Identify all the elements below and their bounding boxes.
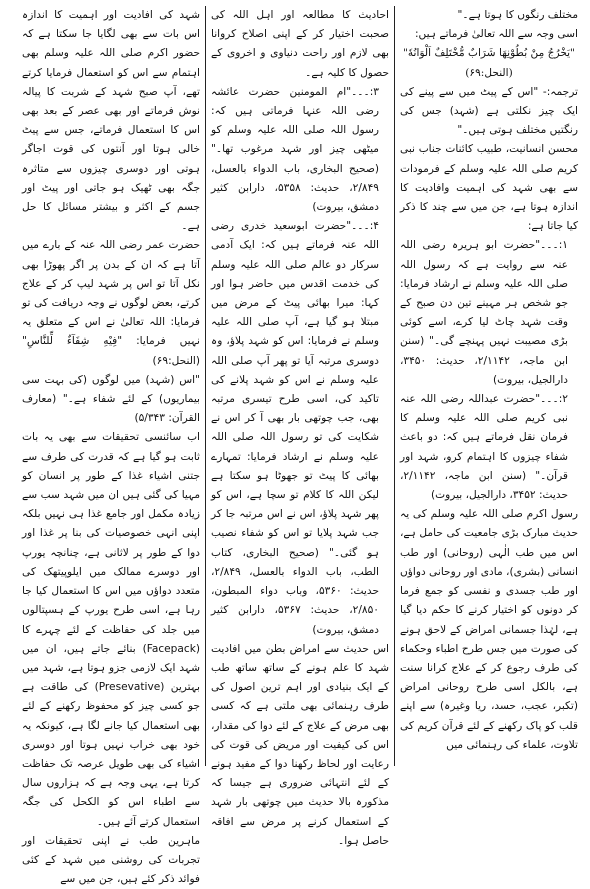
column-divider	[205, 6, 206, 766]
column-left	[18, 6, 204, 886]
paragraph: اسی وجہ سے اللہ تعالیٰ فرماتے ہیں:	[414, 28, 578, 41]
column-divider	[394, 6, 395, 766]
hadith-4: ۴:۔۔۔"حضرت ابوسعید خدری رضی اللہ عنہ فرماتے ہیں کہ: ایک آدمی سرکار دو عالم صلی اللہ علیہ وسلم کی خدمت اقدس میں حاضر ہوا اور کہا: میرا بھائی پیٹ کے مرض میں مبتلا ہو گیا ہے، آپ صلی اللہ علیہ وسلم نے فرمایا: اس کو شہد پلاؤ، وہ دوسری مرتبہ آیا تو پھر آپ صلی اللہ علیہ وسلم نے اس کو شہد پلانے کی تاکید کی، اسی طرح تیسری مرتبہ بھی، جب چوتھی بار بھی آ کر اس نے شکایت کی تو رسول اللہ صلی اللہ علیہ وسلم نے ارشاد فرمایا: تمہارے بھائی کا پیٹ تو جھوٹا ہو سکتا ہے لیکن اللہ کا کلام تو سچا ہے، اس کو پھر شہد پلاؤ، اس نے اس مرتبہ جا کر جب شہد پلایا تو اس کو شفاء نصیب ہو گئی۔" (صحیح البخاری، کتاب الطب، باب الدواء بالعسل، ۲/۸۴۹، حدیث: ۵۳۶۰، وباب دواء المبطون، ۲/۸۵۰، حدیث: ۵۳۶۷، دارابن کثیر دمشق، بیروت)	[211, 220, 379, 636]
paragraph: شہد کی افادیت اور اہمیت کا اندازہ اس بات سے بھی لگایا جا سکتا ہے کہ حضور اکرم صلی اللہ علیہ وسلم بھی اہتمام سے اس کو استعمال فرمایا کرتے تھے، آپ صبح شہد کے شربت کا پیالہ نوش فرماتے اور بھی عصر کے بعد بھی اس کا استعمال فرماتے، جس سے پیٹ خالی ہوتا اور آنتوں کی قوت اجاگر ہوتی اور دوسری چیزوں سے متاثرہ جگہ بھی ٹھیک ہو جاتی اور پیٹ اور جسم کے اکثر و بیشتر مسائل کا حل ہے۔	[22, 9, 200, 233]
column-middle	[207, 6, 393, 847]
paragraph: محسن انسانیت، طبیب کائنات جناب نبی کریم صلی اللہ علیہ وسلم کے فرمودات سے بھی شہد کی اہمیت وافادیت کا اندازہ ہوتا ہے، جن میں سے چند کا ذکر کیا جاتا ہے:	[400, 143, 578, 233]
translation: ترجمہ:- "اس کے پیٹ میں سے پینے کی ایک چیز نکلتی ہے (شہد) جس کی رنگتیں مختلف ہوتی ہیں۔"	[400, 85, 578, 137]
paragraph: اب سائنسی تحقیقات سے بھی یہ بات ثابت ہو گیا ہے کہ قدرت کی طرف سے جتنی اشیاء غذا کے طور پر انسان کو مہیا کی گئی ہیں ان میں شہد سب سے زیادہ مکمل اور جامع غذا ہی نہیں بلکہ اپنی انہی خصوصیات کی بنا پر غذا اور دوا کے طور پر لاثانی ہے، چنانچہ یورپ اور دوسرے ممالک میں ایلوپیتھک کی متعدد دواؤں میں اس کا استعمال کیا جا رہا ہے، اسی طرح یورپ کے ہسپتالوں میں جلد کی حفاظت کے لئے چہرے کا (Facepack) بنائے جاتے ہیں، ان میں شہد ایک لازمی جزو ہوتا ہے، شہد میں بہترین (Presevative) کی طاقت ہے جو کسی چیز کو محفوظ رکھنے کے لئے بھی استعمال کیا جانے لگا ہے، کیونکہ یہ خود بھی خراب نہیں ہوتا اور دوسری اشیاء کی بھی طویل عرصہ تک حفاظت کرتا ہے، یہی وجہ ہے کہ ہزاروں سال سے اطباء اس کو الکحل کی جگہ استعمال کرتے آئے ہیں۔	[22, 431, 200, 828]
paragraph: اس حدیث سے امراض بطن میں افادیت شہد کا علم ہونے کے ساتھ ساتھ طب کے ایک بنیادی اور اہم ترین اصول کی طرف رہنمائی بھی ملتی ہے کہ کسی بھی مرض کے علاج کے لئے دوا کی مقدار، اس کی کیفیت اور مریض کی قوت کی رعایت اور لحاظ رکھنا دوا کے مفید ہونے کے لئے انتہائی ضروری ہے جیسا کہ مذکورہ بالا حدیث میں چوتھی بار شہد کے استعمال کرنے پر مرض سے افاقہ حاصل ہوا۔	[211, 642, 389, 847]
paragraph: احادیث کا مطالعہ اور اہل اللہ کی صحبت اختیار کر کے اپنی اصلاح کروانا بھی لازم اور راحت دنیاوی و اخروی کے حصول کا کلیہ ہے۔	[211, 9, 389, 79]
paragraph: رسول اکرم صلی اللہ علیہ وسلم کی یہ حدیث مبارک بڑی جامعیت کی حامل ہے، اس میں طب الٰہی (روحانی) اور طب انسانی (بشری)، مادی اور روحانی دواؤں اور طب جسدی و نفسی کو جمع فرما کر دونوں کو اختیار کرنے کا حکم دیا گیا ہے، لہٰذا جسمانی امراض کے لاحق ہونے کی صورت میں جس طرح اطباء وحکماء کی طرف رجوع کر کے علاج کرانا سنت ہے، بالکل اسی طرح روحانی امراض (تکبر، عجب، حسد، ریا وغیرہ) سے اپنے قلب کو پاک رکھنے کے لئے قرآن کریم کی تلاوت، علماء کی رہنمائی میں	[400, 508, 578, 751]
translation: "اس (شہد) میں لوگوں (کی بہت سی بیماریوں) کے لئے شفاء ہے۔" (معارف القرآن: ۵/۳۴۳)	[22, 373, 200, 425]
column-right	[396, 6, 582, 766]
hadith-2: ۲:۔۔۔"حضرت عبداللہ رضی اللہ عنہ نبی کریم صلی اللہ علیہ وسلم کا فرمان نقل فرماتے ہیں کہ: دو باعث شفاء چیزوں کا اہتمام کرو، شہد اور قرآن۔" (سنن ابن ماجہ، ۲/۱۱۴۲، حدیث: ۳۴۵۲، دارالجیل، بیروت)	[400, 393, 568, 502]
hadith-1: ۱:۔۔۔"حضرت ابو ہریرہ رضی اللہ عنہ سے روایت ہے کہ رسول اللہ صلی اللہ علیہ وسلم نے ارشاد فرمایا: جو شخص ہر مہینے تین دن صبح کے وقت شہد چاٹ لیا کرے، اسے کوئی بڑی مصیبت نہیں پہنچے گی۔" (سنن ابن ماجہ، ۲/۱۱۴۲، حدیث: ۳۴۵۰، دارالجیل، بیروت)	[400, 239, 568, 386]
quran-verse: "یَخْرُجُ مِنْ بُطُوْنِهَا شَرَابٌ مُّخْتَلِفٌ اَلْوَانُهٗ" (النحل:۶۹)	[403, 47, 575, 79]
hadith-3: ۳:۔۔۔"ام المومنین حضرت عائشہ رضی اللہ عنہا فرماتی ہیں کہ: رسول اللہ صلی اللہ علیہ وسلم کو میٹھی چیز اور شہد مرغوب تھا۔" (صحیح البخاری، باب الدواء بالعسل، ۲/۸۴۹، حدیث: ۵۳۵۸، دارابن کثیر دمشق، بیروت)	[211, 85, 379, 214]
paragraph: ماہرین طب نے اپنی تحقیقات اور تجربات کی روشنی میں شہد کے کئی فوائد ذکر کئے ہیں، جن میں سے	[22, 834, 200, 886]
paragraph: مختلف رنگوں کا ہوتا ہے۔"	[457, 9, 578, 21]
paragraph: حضرت عمر رضی اللہ عنہ کے بارے میں آتا ہے کہ ان کے بدن پر اگر پھوڑا بھی نکل آتا تو اس پر شہد لیپ کر کے علاج کرتے، بعض لوگوں نے وجہ دریافت کی تو فرمایا: اللہ تعالیٰ نے اس کے متعلق یہ نہیں فرمایا: "فِیْهِ شِفَآءٌ لِّلنَّاسِ" (النحل:۶۹)	[22, 239, 200, 367]
